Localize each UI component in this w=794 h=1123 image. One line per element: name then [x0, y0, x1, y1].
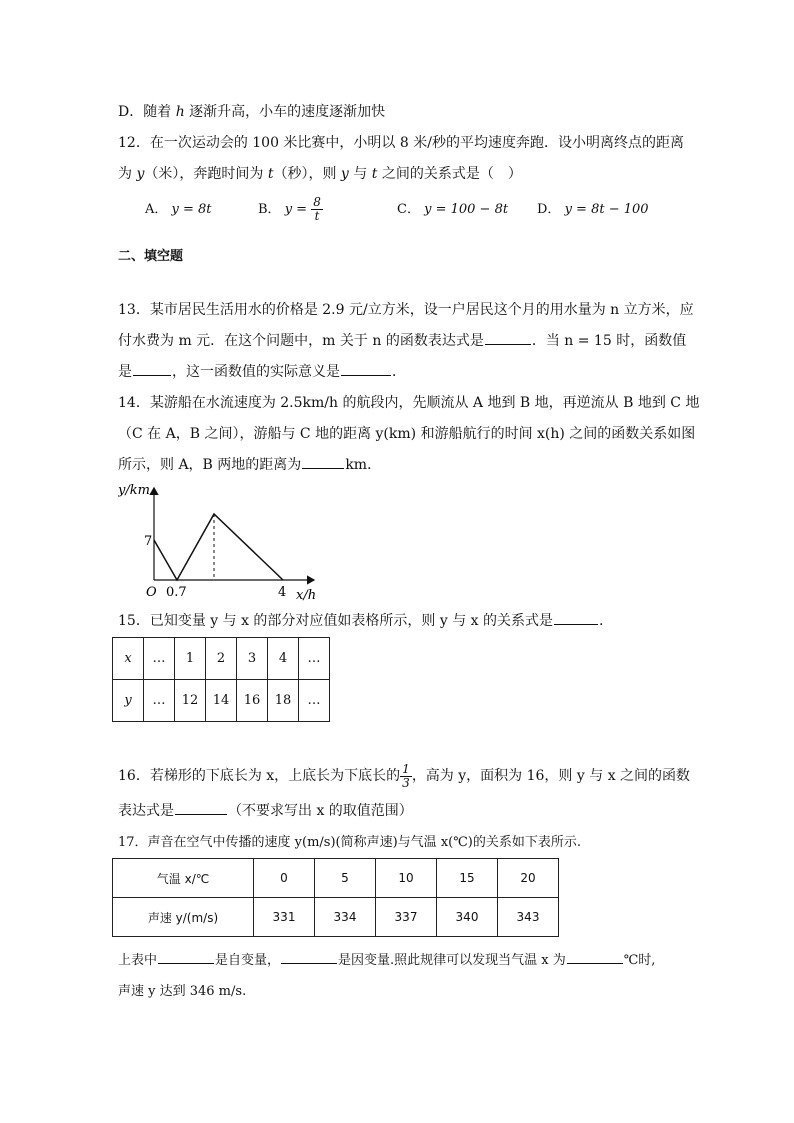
- q17-cell: 343: [498, 898, 559, 937]
- q14-text-line1: 14．某游船在水流速度为 2.5km/h 的航段内，先顺流从 A 地到 B 地，再逆流从 B 地到 C 地: [118, 395, 700, 411]
- section-heading: 二、填空题: [118, 249, 184, 264]
- q13-text-line2: 付水费为 m 元．在这个问题中，m 关于 n 的函数表达式是 ．当 n = 15 时，函数值: [118, 326, 688, 357]
- q15-row-x: [113, 638, 330, 680]
- q17-cell: 15: [437, 859, 498, 898]
- origin-label: O: [146, 585, 157, 600]
- q11-option-d: D．随着 h 逐渐升高，小车的速度逐渐加快: [118, 104, 386, 120]
- q12-text-line1: 12．在一次运动会的 100 米比赛中，小明以 8 米/秒的平均速度奔跑．设小明离终点的距离: [118, 135, 684, 151]
- q17-cell: 340: [437, 898, 498, 937]
- q15-blank[interactable]: [554, 610, 598, 625]
- q14-text-line3: 所示，则 A，B 两地的距离为 km．: [118, 450, 688, 481]
- q17-cell: 334: [315, 898, 376, 937]
- q17-text: 17．声音在空气中传播的速度 y(m/s)(简称声速)与气温 x(℃)的关系如下表所示.: [118, 835, 581, 850]
- function-line: [154, 514, 283, 580]
- q15-cell: 18: [268, 680, 299, 722]
- q12-option-c: C． y = 100 − 8t: [397, 202, 509, 217]
- q17-cell: 20: [498, 859, 559, 898]
- x-tick-label-1: 0.7: [166, 585, 187, 600]
- q15-cell: …: [144, 638, 175, 680]
- q15-cell: 12: [175, 680, 206, 722]
- q15-cell: …: [299, 680, 330, 722]
- q12-option-d: D． y = 8t − 100: [537, 202, 649, 217]
- q17-data-row: [113, 898, 559, 937]
- q17-blank-2[interactable]: [281, 949, 337, 964]
- q14-text-line2: （C 在 A，B 之间），游船与 C 地的距离 y(km) 和游船航行的时间 x(h) 之间的函数关系如图: [118, 426, 696, 442]
- q15-cell: x: [113, 638, 144, 680]
- q17-after-line2: 声速 y 达到 346 m/s.: [118, 984, 247, 999]
- q15-row-y: [113, 680, 330, 722]
- q16-text-line1: 16．若梯形的下底长为 x，上底长为下底长的 $\frac{1}{3}$ ，高为 y，面积为 16，则 y 与 x 之间的函数: [118, 761, 691, 790]
- q15-cell: 16: [237, 680, 268, 722]
- q15-cell: 14: [206, 680, 237, 722]
- q17-cell: 337: [376, 898, 437, 937]
- q13-text-line1: 13．某市居民生活用水的价格是 2.9 元/立方米，设一户居民这个月的用水量为 n 立方米，应: [118, 302, 694, 318]
- q15-cell: y: [113, 680, 144, 722]
- q16-fraction: $\frac{1}{3}$: [402, 761, 410, 790]
- q17-blank-1[interactable]: [158, 949, 214, 964]
- q15-cell: 1: [175, 638, 206, 680]
- q12-option-a: A． y = 8t: [145, 202, 212, 217]
- q15-text: 15．已知变量 y 与 x 的部分对应值如表格所示，则 y 与 x 的关系式是 .: [118, 606, 688, 637]
- q15-cell: 3: [237, 638, 268, 680]
- q17-header-row: [113, 859, 559, 898]
- q17-cell: 331: [254, 898, 315, 937]
- q13-blank-2[interactable]: [133, 361, 171, 376]
- q14-distance-time-graph: [118, 482, 328, 602]
- q12-option-b: B． y = $\frac{8}{t}$: [258, 195, 321, 223]
- q13-text-line3: 是 ，这一函数值的实际意义是 ．: [118, 357, 688, 388]
- q17-blank-3[interactable]: [567, 949, 623, 964]
- q17-table: [112, 858, 559, 937]
- y-tick-label: 7: [144, 534, 153, 549]
- q17-after-line1: 上表中 是自变量， 是因变量.照此规律可以发现当气温 x 为 ℃时,: [118, 945, 688, 976]
- q17-cell: 气温 x/℃: [113, 859, 254, 898]
- q15-cell: …: [299, 638, 330, 680]
- q13-blank-3[interactable]: [341, 361, 391, 376]
- q15-cell: 4: [268, 638, 299, 680]
- q12-text-line2: 为 y（米），奔跑时间为 t（秒），则 y 与 t 之间的关系式是（ ）: [118, 166, 522, 182]
- q14-blank[interactable]: [302, 454, 344, 469]
- q17-cell: 声速 y/(m/s): [113, 898, 254, 937]
- q17-cell: 5: [315, 859, 376, 898]
- q15-cell: …: [144, 680, 175, 722]
- x-axis-label: x/h: [296, 588, 317, 602]
- q17-cell: 10: [376, 859, 437, 898]
- q13-blank-1[interactable]: [485, 330, 531, 345]
- q16-blank[interactable]: [175, 800, 227, 815]
- x-tick-label-2: 4: [278, 585, 287, 600]
- q16-text-line2: 表达式是 （不要求写出 x 的取值范围）: [118, 796, 688, 827]
- q17-cell: 0: [254, 859, 315, 898]
- q15-table: [112, 637, 330, 722]
- y-axis-label: y/km: [118, 483, 150, 498]
- q15-cell: 2: [206, 638, 237, 680]
